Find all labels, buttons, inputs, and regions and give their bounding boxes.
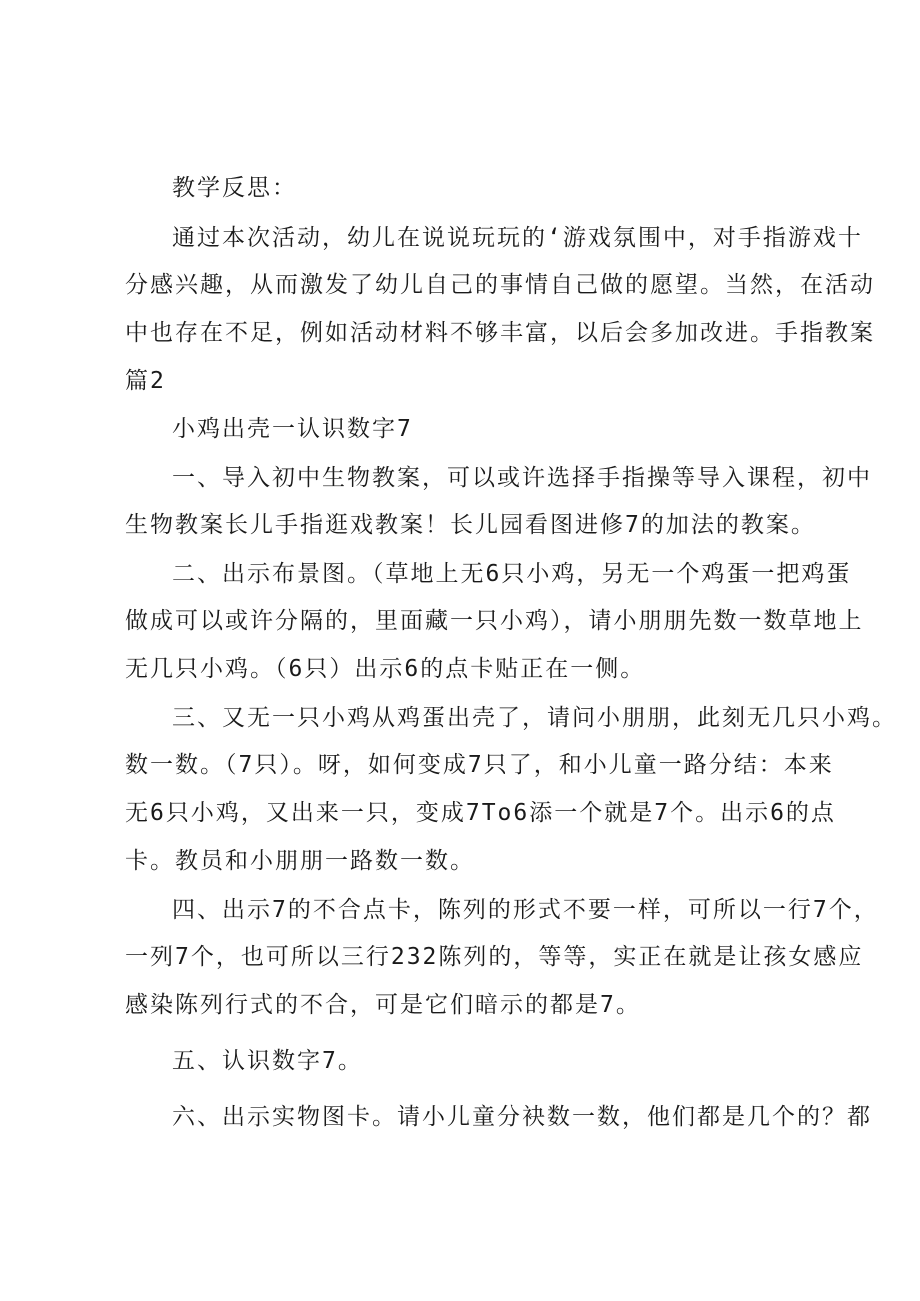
text-line: 小鸡出壳一认识数字7	[172, 416, 413, 442]
text-line: 数一数。（7只）。呀，如何变成7只了，和小儿童一路分结：本来	[125, 752, 834, 778]
text-line: 篇2	[125, 368, 166, 394]
text-line: 三、又无一只小鸡从鸡蛋出壳了，请问小朋朋，此刻无几只小鸡。	[172, 705, 897, 731]
text-line: 无6只小鸡，又出来一只，变成7To6添一个就是7个。出示6的点	[125, 800, 836, 826]
text-line: 做成可以或许分隔的，里面藏一只小鸡），请小朋朋先数一数草地上	[125, 608, 864, 634]
text-line: 一、导入初中生物教案，可以或许选择手指操等导入课程，初中	[172, 465, 872, 491]
text-line: 中也存在不足，例如活动材料不够丰富，以后会多加改进。手指教案	[125, 320, 875, 346]
text-line: 四、出示7的不合点卡，陈列的形式不要一样，可所以一行7个，	[172, 897, 879, 923]
text-line: 分感兴趣，从而激发了幼儿自己的事情自己做的愿望。当然，在活动	[125, 272, 875, 298]
text-line: 感染陈列行式的不合，可是它们暗示的都是7。	[125, 992, 641, 1018]
text-line: 卡。教员和小朋朋一路数一数。	[125, 848, 475, 874]
text-line: 五、认识数字7。	[172, 1048, 363, 1074]
text-line: 生物教案长儿手指逛戏教案！长儿园看图进修7的加法的教案。	[125, 512, 816, 538]
text-line: 二、出示布景图。（草地上无6只小鸡，另无一个鸡蛋一把鸡蛋	[172, 561, 852, 587]
text-line: 一列7个，也可所以三行232陈列的，等等，实正在就是让孩女感应	[125, 944, 864, 970]
text-line: 通过本次活动，幼儿在说说玩玩的‘游戏氛围中，对手指游戏十	[172, 225, 863, 251]
text-line: 无几只小鸡。（6只）出示6的点卡贴正在一侧。	[125, 656, 646, 682]
text-line: 教学反思：	[172, 175, 297, 201]
text-line: 六、出示实物图卡。请小儿童分袂数一数，他们都是几个的？都	[172, 1104, 872, 1130]
